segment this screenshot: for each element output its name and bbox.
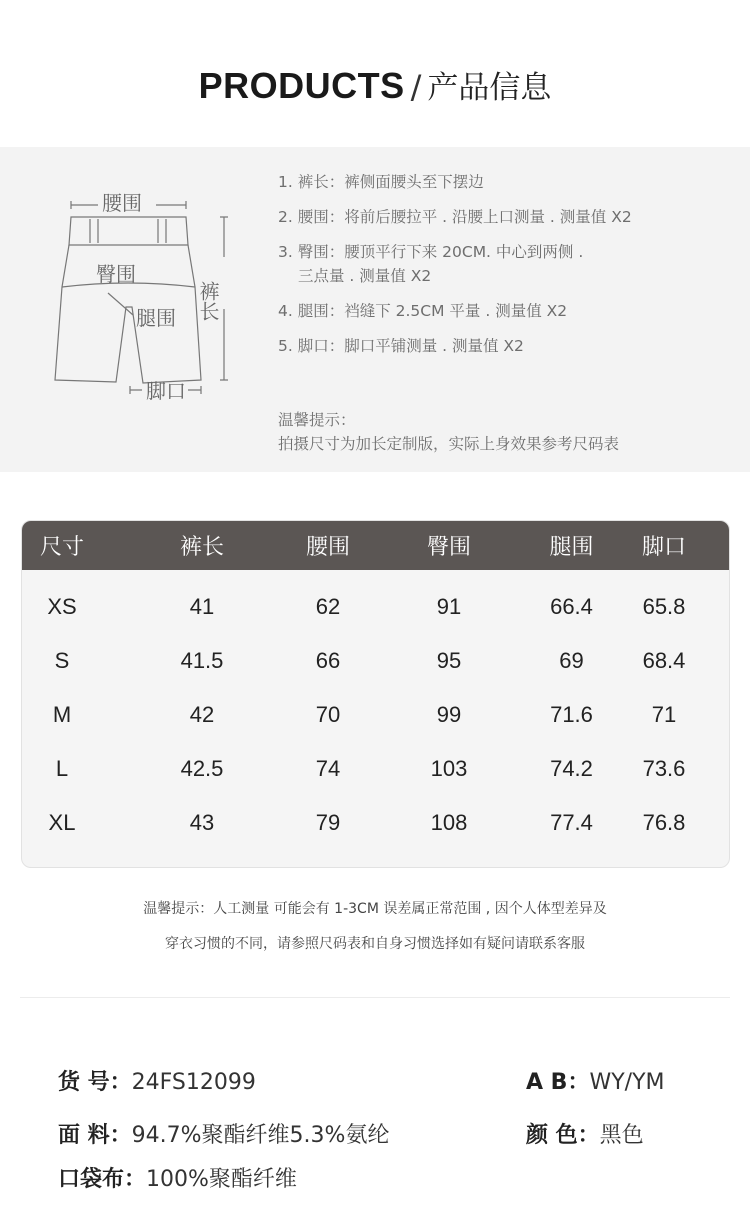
title-cn: 产品信息 — [427, 70, 552, 106]
color-value: 黑色 — [599, 1123, 644, 1148]
shorts-outline-icon — [38, 175, 248, 410]
cell-length: 43 — [189, 810, 215, 835]
color-label: 颜 色： — [526, 1123, 600, 1148]
pocket-value: 100%聚酯纤维 — [146, 1167, 297, 1192]
title-en: PRODUCTS — [198, 65, 405, 106]
page-header — [0, 62, 750, 107]
diagram-label-length: 裤长 — [196, 281, 220, 321]
color — [526, 1118, 644, 1149]
cell-size: M — [52, 702, 72, 727]
size-table — [21, 520, 730, 868]
step-text: 1. 裤长：裤侧面腰头至下摆边 — [278, 173, 484, 191]
cell-hip: 91 — [436, 594, 462, 619]
fabric-value: 94.7%聚酯纤维5.3%氨纶 — [131, 1123, 390, 1148]
step-item — [278, 334, 718, 358]
fabric-label: 面 料： — [58, 1123, 132, 1148]
cell-length: 41 — [189, 594, 215, 619]
item-number-value: 24FS12099 — [131, 1070, 256, 1095]
cell-hem: 73.6 — [642, 756, 686, 781]
cell-size: L — [55, 756, 69, 781]
cell-thigh: 77.4 — [550, 810, 593, 835]
cell-waist: 62 — [315, 594, 341, 619]
step-item — [278, 240, 718, 288]
table-row — [22, 580, 729, 634]
divider — [20, 997, 730, 998]
table-row — [22, 742, 729, 796]
ab-value: WY/YM — [589, 1070, 665, 1095]
header-size: 尺寸 — [39, 535, 84, 560]
header-waist: 腰围 — [305, 535, 350, 560]
cell-size: XS — [47, 594, 77, 619]
ab-label: A B： — [526, 1070, 590, 1095]
table-row — [22, 796, 729, 850]
title-separator: / — [410, 68, 422, 106]
cell-length: 42.5 — [180, 756, 224, 781]
step-item — [278, 205, 718, 229]
cell-thigh: 74.2 — [550, 756, 593, 781]
cell-hip: 99 — [436, 702, 462, 727]
notice-line-2: 穿衣习惯的不同，请参照尺码表和自身习惯选择如有疑问请联系客服 — [165, 936, 585, 952]
header-hip: 臀围 — [426, 535, 471, 560]
diagram-label-thigh: 腿围 — [136, 306, 176, 330]
cell-hem: 76.8 — [642, 810, 686, 835]
header-hem: 脚口 — [641, 535, 686, 560]
step-text: 4. 腿围：裆缝下 2.5CM 平量 . 测量值 X2 — [278, 302, 568, 320]
header-length: 裤长 — [179, 535, 224, 560]
cell-length: 42 — [189, 702, 215, 727]
table-row — [22, 634, 729, 688]
step-text: 3. 臀围：腰顶平行下来 20CM. 中心到两侧 . — [278, 243, 584, 261]
diagram-label-hip: 臀围 — [96, 262, 136, 286]
cell-hem: 68.4 — [642, 648, 686, 673]
header-thigh: 腿围 — [549, 535, 594, 560]
item-number — [58, 1065, 256, 1096]
cell-length: 41.5 — [180, 648, 224, 673]
cell-waist: 74 — [315, 756, 341, 781]
cell-waist: 66 — [315, 648, 341, 673]
cell-size: S — [54, 648, 70, 673]
tip-text: 拍摄尺寸为加长定制版，实际上身效果参考尺码表 — [278, 435, 620, 453]
cell-thigh: 66.4 — [550, 594, 593, 619]
table-row — [22, 688, 729, 742]
tip-title: 温馨提示： — [278, 411, 356, 429]
step-item — [278, 170, 718, 194]
step-text: 5. 脚口：脚口平铺测量 . 测量值 X2 — [278, 337, 524, 355]
cell-thigh: 69 — [559, 648, 584, 673]
ab-code — [526, 1065, 665, 1096]
cell-hip: 108 — [430, 810, 468, 835]
item-number-label: 货 号： — [58, 1070, 132, 1095]
diagram-label-waist: 腰围 — [102, 191, 142, 215]
cell-hip: 95 — [436, 648, 462, 673]
step-text-continued: 三点量 . 测量值 X2 — [298, 267, 432, 285]
table-header — [22, 521, 729, 570]
pocket-lining — [58, 1162, 297, 1193]
notice-line-1: 温馨提示：人工测量 可能会有 1-3CM 误差属正常范围 , 因个人体型差异及 — [143, 901, 607, 917]
cell-hip: 103 — [430, 756, 468, 781]
cell-thigh: 71.6 — [550, 702, 593, 727]
cell-waist: 79 — [315, 810, 341, 835]
shorts-diagram — [38, 175, 248, 410]
step-text: 2. 腰围：将前后腰拉平 . 沿腰上口测量 . 测量值 X2 — [278, 208, 632, 226]
fitting-tip — [278, 408, 619, 456]
cell-size: XL — [48, 810, 76, 835]
table-body — [22, 570, 729, 850]
step-item — [278, 299, 718, 323]
cell-hem: 65.8 — [642, 594, 686, 619]
pocket-label: 口袋布： — [58, 1167, 147, 1192]
fabric — [58, 1118, 389, 1149]
measurement-steps — [278, 170, 718, 369]
cell-hem: 71 — [651, 702, 677, 727]
cell-waist: 70 — [315, 702, 341, 727]
diagram-label-hem: 脚口 — [146, 379, 186, 403]
